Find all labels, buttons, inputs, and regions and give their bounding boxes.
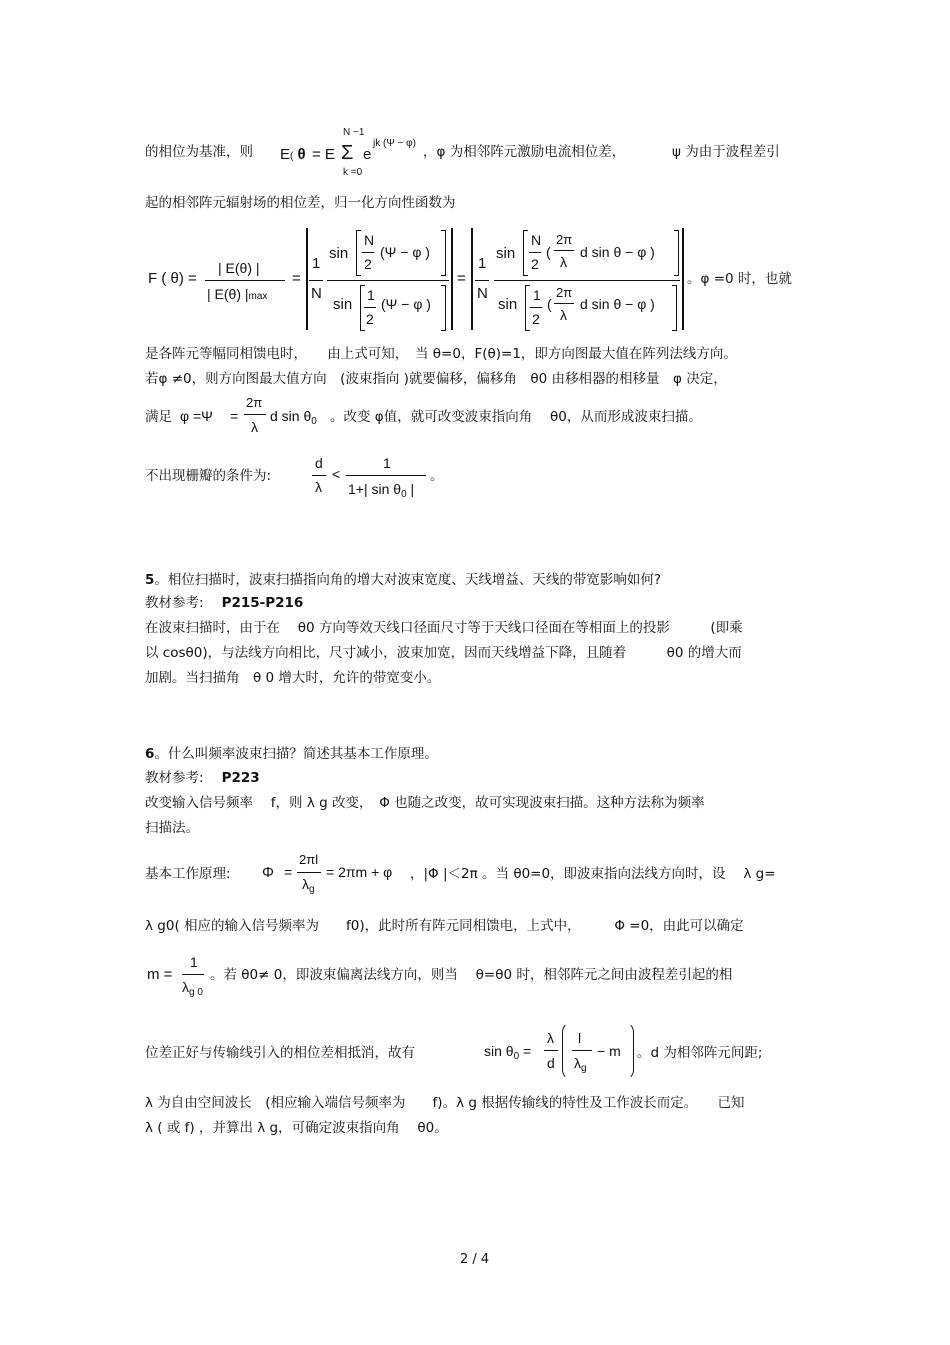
text-line: 若φ ≠0，则方向图最大值方向 (波束指向 )就要偏移，偏移角 θ0 由移相器的相移量 φ 决定， bbox=[145, 371, 727, 387]
text-line: 满足 bbox=[145, 409, 172, 425]
text-line: λ 为自由空间波长 (相应输入端信号频率为 f)。λ g 根据传输线的特性及工作波长而定。 已知 bbox=[145, 1095, 745, 1111]
text-line: λ ( 或 f) ，并算出 λ g，可确定波束指向角 θ0。 bbox=[145, 1120, 448, 1136]
text-line: 扫描法。 bbox=[145, 820, 199, 836]
text-line: 位差正好与传输线引入的相位差相抵消，故有 bbox=[145, 1045, 415, 1061]
text-line: 。φ =0 时，也就 bbox=[687, 271, 792, 287]
text-line: 。d 为相邻阵元间距; bbox=[637, 1045, 763, 1061]
text-line: 的相位为基准，则 bbox=[145, 144, 253, 160]
reference-line: 教材参考: P223 bbox=[145, 770, 260, 786]
text-line: 基本工作原理: bbox=[145, 866, 231, 882]
text-line: ψ 为由于波程差引 bbox=[672, 144, 780, 160]
question-6: 6。什么叫频率波束扫描？简述其基本工作原理。 bbox=[145, 746, 438, 762]
text-line: 改变输入信号频率 f，则 λ g 改变， Φ 也随之改变，故可实现波束扫描。这种方法称为频率 bbox=[145, 795, 705, 811]
text-line: ，|Φ |＜2π 。当 θ0=0，即波束指向法线方向时，设 λ g= bbox=[410, 866, 776, 882]
text-line: 。 bbox=[430, 468, 444, 484]
text-line: 加剧。当扫描角 θ 0 增大时，允许的带宽变小。 bbox=[145, 670, 441, 686]
page-number: 2 / 4 bbox=[460, 1252, 490, 1267]
question-5: 5。相位扫描时，波束扫描指向角的增大对波束宽度、天线增益、天线的带宽影响如何? bbox=[145, 572, 662, 588]
text-line: 起的相邻阵元辐射场的相位差，归一化方向性函数为 bbox=[145, 195, 456, 211]
text-line: 。改变 φ值，就可改变波束指向角 θ0，从而形成波束扫描。 bbox=[330, 409, 702, 425]
text-line: 在波束扫描时，由于在 θ0 方向等效天线口径面尺寸等于天线口径面在等相面上的投影 (即乘 bbox=[145, 620, 743, 636]
text-line: 。若 θ0≠ 0，即波束偏离法线方向，则当 θ=θ0 时，相邻阵元之间由波程差引起的相 bbox=[210, 967, 733, 983]
reference-line: 教材参考: P215-P216 bbox=[145, 595, 304, 611]
text-line: 是各阵元等幅同相馈电时， 由上式可知， 当 θ=0，F(θ)=1，即方向图最大值在阵列法线方向。 bbox=[145, 346, 737, 362]
text-line: λ g0( 相应的输入信号频率为 f0)，此时所有阵元同相馈电，上式中， Φ =0，由此可以确定 bbox=[145, 918, 744, 934]
text-line: 不出现栅瓣的条件为: bbox=[145, 468, 272, 484]
text-line: ，φ 为相邻阵元激励电流相位差， bbox=[423, 144, 626, 160]
text-line: 以 cosθ0)，与法线方向相比，尺寸减小，波束加宽，因而天线增益下降，且随着 θ0 的增大而 bbox=[145, 645, 742, 661]
